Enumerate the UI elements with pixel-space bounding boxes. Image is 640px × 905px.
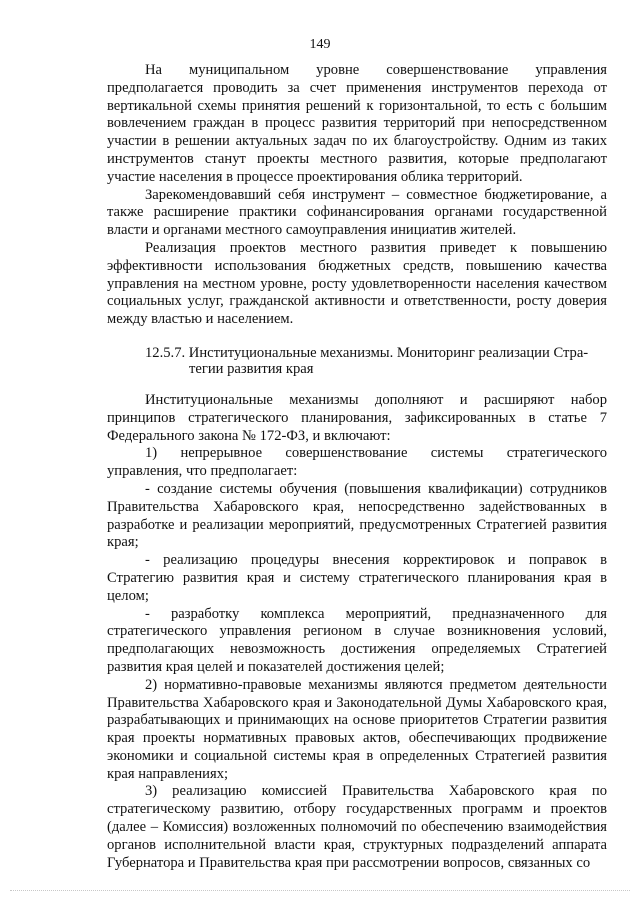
paragraph: На муниципальном уровне совершенствование управления предполагается проводить за счет применения инструментов перехода от вертикальной схемы принятия решений к горизонтальной, то есть с большим вовлечением граждан в процесс развития территорий при непосредственном участии в решении актуальных задач по их благоустройству. Одним из таких инструментов станут проекты местного развития, которые предполагают участие населения в процессе проектирования облика территорий.	[107, 62, 607, 185]
page-content	[107, 62, 607, 872]
paragraph: Реализация проектов местного развития приведет к повышению эффективности использования бюджетных средств, повышению качества управления на местном уровне, росту удовлетворенности населения качеством социальных услуг, гражданской активности и ответственности, росту доверия между властью и населением.	[107, 239, 607, 328]
scan-edge-noise	[10, 890, 630, 893]
list-item: 3) реализацию комиссией Правительства Хабаровского края по стратегическому развитию, отбору государственных программ и проектов (далее – Комиссия) возложенных полномочий по обеспечению взаимодействия органов исполнительной власти края, структурных подразделений аппарата Губернатора и Правительства края при рассмотрении вопросов, связанных со	[107, 783, 607, 871]
section-heading-line-1: 12.5.7. Институциональные механизмы. Мониторинг реализации Стра-	[145, 344, 589, 361]
list-item: - реализацию процедуры внесения корректировок и поправок в Стратегию развития края и систему стратегического планирования края в целом;	[107, 552, 607, 604]
list-item: 1) непрерывное совершенствование системы стратегического управления, что предполагает:	[107, 445, 607, 480]
list-item: - создание системы обучения (повышения квалификации) сотрудников Правительства Хабаровского края, непосредственно задействованных в разработке и реализации мероприятий, предусмотренных Стратегией развития края;	[107, 480, 607, 551]
paragraph: Зарекомендовавший себя инструмент – совместное бюджетирование, а также расширение практики софинансирования органами государственной власти и органами местного самоуправления инициатив жителей.	[107, 186, 607, 239]
section-heading	[107, 345, 607, 377]
paragraph: Институциональные механизмы дополняют и расширяют набор принципов стратегического планирования, зафиксированных в статье 7 Федерального закона № 172-ФЗ, и включают:	[107, 391, 607, 444]
section-heading-line-2: тегии развития края	[189, 360, 314, 377]
list-item: - разработку комплекса мероприятий, предназначенного для стратегического управления регионом в случае возникновения условий, предполагающих невозможность достижения определяемых Стратегией развития края целей и показателей достижения целей;	[107, 605, 607, 675]
list-item: 2) нормативно-правовые механизмы являются предметом деятельности Правительства Хабаровского края и Законодательной Думы Хабаровского края, разрабатывающих и принимающих на основе приоритетов Стратегии развития края проекты нормативных правовых актов, обеспечивающих продвижение экономики и социальной системы края в определенных Стратегией развития края направлениях;	[107, 676, 607, 782]
page-number: 149	[309, 37, 331, 52]
